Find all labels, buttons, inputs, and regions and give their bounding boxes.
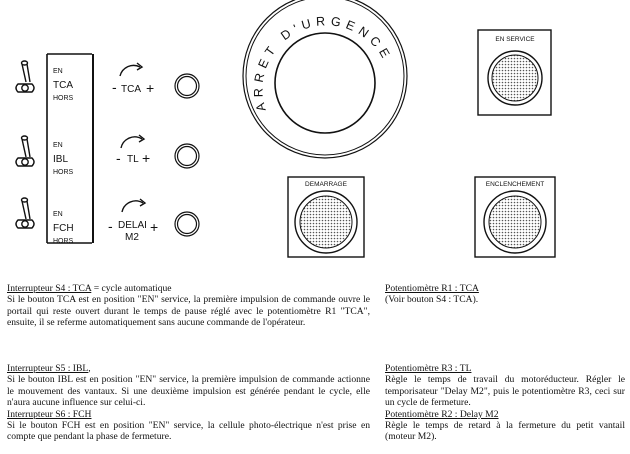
potentiometer-delai-dial-icon bbox=[122, 201, 143, 212]
description-r1-title: Potentiomètre R1 : TCA bbox=[385, 283, 479, 294]
switch-fch-hors-label: HORS bbox=[53, 238, 74, 245]
switch-fch-name-label: FCH bbox=[53, 223, 74, 234]
description-s5 bbox=[7, 363, 370, 443]
potentiometer-knob-tca[interactable] bbox=[175, 74, 199, 98]
potentiometer-tca-plus: + bbox=[146, 80, 155, 96]
description-s6-body: Si le bouton FCH est en position "EN" service, la cellule photo-électrique n'est prise en compte que pendant la phase de fermeture. bbox=[7, 420, 370, 443]
description-s5-title: Interrupteur S5 : IBL bbox=[7, 363, 89, 374]
enclenchement-label: ENCLENCHEMENT bbox=[485, 181, 545, 188]
switch-ibl-name-label: IBL bbox=[53, 154, 69, 165]
toggle-switch-ibl[interactable] bbox=[16, 136, 34, 166]
potentiometer-tca-minus: - bbox=[112, 79, 117, 95]
description-s4-title-suffix: = cycle automatique bbox=[91, 283, 172, 294]
switch-fch-en-label: EN bbox=[53, 211, 63, 218]
description-r2-title: Potentiomètre R2 : Delay M2 bbox=[385, 408, 499, 420]
toggle-switch-tca[interactable] bbox=[16, 61, 34, 92]
potentiometer-tl-dial-icon bbox=[121, 137, 142, 148]
description-s5-title-suffix: , bbox=[88, 363, 91, 374]
enclenchement-button[interactable] bbox=[475, 177, 555, 257]
potentiometer-tl-plus: + bbox=[142, 150, 151, 166]
description-r1 bbox=[385, 283, 625, 306]
description-s4 bbox=[7, 283, 370, 329]
potentiometer-knob-delai[interactable] bbox=[175, 212, 199, 236]
description-s4-body: Si le bouton TCA est en position "EN" service, la première impulsion de commande ouvre le portail qui reste ouvert durant le temps de pause réglé avec le potentiomètre R1 "TCA", ensuite, il se referme automatiquement sans aucune commande de l'opérateur. bbox=[7, 294, 370, 329]
toggle-switch-fch[interactable] bbox=[16, 198, 34, 228]
description-s4-title: Interrupteur S4 : TCA bbox=[7, 283, 92, 294]
potentiometer-delai-plus: + bbox=[150, 219, 159, 235]
switch-tca-name-label: TCA bbox=[53, 80, 73, 91]
description-r3 bbox=[385, 363, 625, 443]
emergency-stop-label: ARRET D'URGENCE bbox=[251, 14, 395, 113]
switch-tca-en-label: EN bbox=[53, 68, 63, 75]
description-r3-title: Potentiomètre R3 : TL bbox=[385, 363, 472, 374]
demarrage-button[interactable] bbox=[288, 177, 364, 257]
description-r3-body: Règle le temps de travail du motoréducteur. Régler le temporisateur "Delay M2", puis le potentiomètre R3, ceci sur un cycle de fermeture. bbox=[385, 374, 625, 409]
potentiometer-delai-m2-label: M2 bbox=[125, 232, 139, 243]
description-r1-body: (Voir bouton S4 : TCA). bbox=[385, 294, 479, 306]
potentiometer-delai-minus: - bbox=[108, 218, 113, 234]
switch-ibl-en-label: EN bbox=[53, 142, 63, 149]
description-s5-body: Si le bouton IBL est en position "EN" service, la première impulsion de commande actionne le mouvement des vantaux. Si une deuxième impulsion est générée pendant le cycle, elle n'aura aucune influence sur celui-ci. bbox=[7, 374, 370, 409]
potentiometer-tl-label: TL bbox=[127, 154, 139, 165]
potentiometer-tl-minus: - bbox=[116, 150, 121, 166]
demarrage-label: DEMARRAGE bbox=[305, 181, 347, 188]
description-s6-title: Interrupteur S6 : FCH bbox=[7, 408, 92, 420]
switch-tca-hors-label: HORS bbox=[53, 95, 74, 102]
description-r2-body: Règle le temps de retard à la fermeture du petit vantail (moteur M2). bbox=[385, 420, 625, 443]
potentiometer-tca-label: TCA bbox=[121, 84, 141, 95]
potentiometer-delai-label: DELAI bbox=[118, 220, 147, 231]
switch-ibl-hors-label: HORS bbox=[53, 169, 74, 176]
potentiometer-knob-tl[interactable] bbox=[175, 144, 199, 168]
en-service-label: EN SERVICE bbox=[495, 36, 535, 43]
potentiometer-tca-dial-icon bbox=[120, 65, 140, 76]
